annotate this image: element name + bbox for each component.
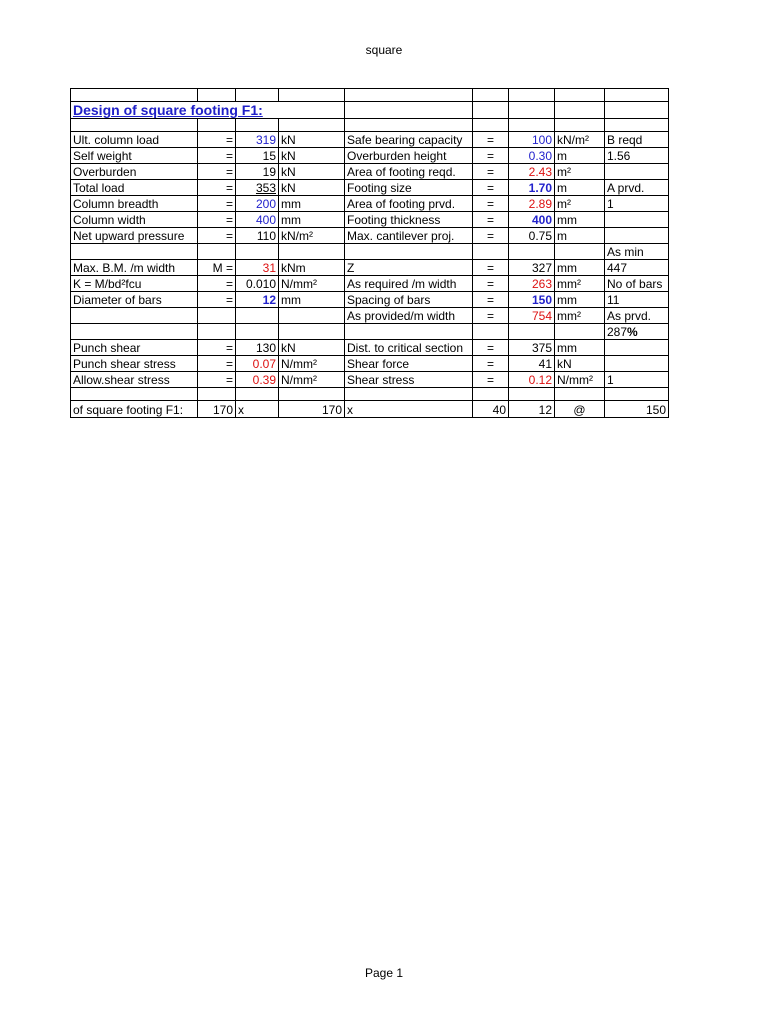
cell — [236, 388, 279, 401]
unit: mm — [279, 292, 345, 308]
cell — [345, 119, 473, 132]
blank-row — [71, 89, 669, 102]
summary-bar-dia: 12 — [509, 401, 555, 418]
row-label: Area of footing prvd. — [345, 196, 473, 212]
cell — [473, 89, 509, 102]
note-cell: B reqd — [605, 132, 669, 148]
unit: mm² — [555, 276, 605, 292]
table-row — [71, 292, 669, 308]
table-row — [71, 228, 669, 244]
equals-sign: = — [473, 180, 509, 196]
note-cell: As prvd. — [605, 308, 669, 324]
row-label: Ult. column load — [71, 132, 198, 148]
equals-sign: = — [198, 228, 236, 244]
row-label: Column width — [71, 212, 198, 228]
cell — [509, 89, 555, 102]
cell — [345, 244, 473, 260]
computed-value: 110 — [236, 228, 279, 244]
cell — [198, 324, 236, 340]
row-label: Net upward pressure — [71, 228, 198, 244]
equals-sign: = — [473, 148, 509, 164]
row-label: Max. cantilever proj. — [345, 228, 473, 244]
blank-row — [71, 388, 669, 401]
table-row — [71, 164, 669, 180]
cell — [198, 119, 236, 132]
unit: m — [555, 148, 605, 164]
equals-sign: = — [198, 356, 236, 372]
table-row — [71, 260, 669, 276]
unit: kN — [279, 132, 345, 148]
equals-sign: = — [473, 164, 509, 180]
cell — [555, 244, 605, 260]
unit: mm — [279, 212, 345, 228]
cell — [279, 244, 345, 260]
equals-sign: = — [473, 372, 509, 388]
cell — [555, 324, 605, 340]
summary-size-a: 170 — [198, 401, 236, 418]
input-value: 200 — [236, 196, 279, 212]
equals-sign: = — [473, 132, 509, 148]
sheet-name-header: square — [365, 43, 403, 57]
unit: m² — [555, 164, 605, 180]
cell — [345, 102, 473, 119]
unit: mm — [555, 260, 605, 276]
equals-sign: = — [198, 292, 236, 308]
unit: N/mm² — [279, 276, 345, 292]
equals-sign: M = — [198, 260, 236, 276]
note-cell: 1 — [605, 372, 669, 388]
row-label: Column breadth — [71, 196, 198, 212]
unit: kN/m² — [555, 132, 605, 148]
cell — [555, 89, 605, 102]
result-value: 754 — [509, 308, 555, 324]
table-row — [71, 276, 669, 292]
equals-sign: = — [473, 340, 509, 356]
equals-sign: = — [473, 228, 509, 244]
computed-value: 0.75 — [509, 228, 555, 244]
unit: kN — [279, 180, 345, 196]
cell — [236, 89, 279, 102]
note-cell: 1.56 — [605, 148, 669, 164]
row-label: As required /m width — [345, 276, 473, 292]
equals-sign: = — [198, 196, 236, 212]
row-label: Shear stress — [345, 372, 473, 388]
equals-sign: = — [473, 292, 509, 308]
cell — [509, 119, 555, 132]
note-cell: A prvd. — [605, 180, 669, 196]
computed-value: 375 — [509, 340, 555, 356]
cell — [279, 388, 345, 401]
equals-sign: = — [473, 356, 509, 372]
summary-row — [71, 401, 669, 418]
input-value: 400 — [236, 212, 279, 228]
equals-sign: = — [473, 260, 509, 276]
cell — [236, 119, 279, 132]
table-row — [71, 132, 669, 148]
cell — [236, 324, 279, 340]
row-label: Footing thickness — [345, 212, 473, 228]
result-value: 31 — [236, 260, 279, 276]
equals-sign: = — [198, 180, 236, 196]
summary-thickness: 40 — [473, 401, 509, 418]
percent-provided: 287% — [605, 324, 669, 340]
table-row — [71, 340, 669, 356]
row-label: Overburden height — [345, 148, 473, 164]
unit: kNm — [279, 260, 345, 276]
row-label: Self weight — [71, 148, 198, 164]
row-label: Dist. to critical section — [345, 340, 473, 356]
cell — [279, 119, 345, 132]
unit: mm — [555, 292, 605, 308]
cell — [555, 102, 605, 119]
cell — [198, 244, 236, 260]
equals-sign: = — [198, 212, 236, 228]
computed-value: 130 — [236, 340, 279, 356]
cell — [71, 119, 198, 132]
cell — [473, 244, 509, 260]
page-number-footer: Page 1 — [364, 966, 404, 980]
result-value: 2.43 — [509, 164, 555, 180]
table-row — [71, 244, 669, 260]
row-label: Max. B.M. /m width — [71, 260, 198, 276]
cell — [473, 102, 509, 119]
table-row — [71, 372, 669, 388]
cell — [605, 102, 669, 119]
title-row — [71, 102, 669, 119]
cell — [71, 89, 198, 102]
cell — [279, 324, 345, 340]
cell — [509, 102, 555, 119]
summary-times-2: x — [345, 401, 473, 418]
cell — [279, 89, 345, 102]
equals-sign: = — [473, 308, 509, 324]
unit: N/mm² — [555, 372, 605, 388]
table-row — [71, 356, 669, 372]
table-row — [71, 308, 669, 324]
equals-sign: = — [198, 276, 236, 292]
row-label: Punch shear — [71, 340, 198, 356]
row-label: Total load — [71, 180, 198, 196]
equals-sign: = — [473, 212, 509, 228]
unit: mm — [555, 212, 605, 228]
cell — [236, 308, 279, 324]
cell — [236, 244, 279, 260]
table-row — [71, 324, 669, 340]
unit: kN/m² — [279, 228, 345, 244]
note-cell — [605, 228, 669, 244]
cell — [198, 89, 236, 102]
equals-sign: = — [473, 276, 509, 292]
cell — [605, 119, 669, 132]
equals-sign: = — [198, 372, 236, 388]
row-label: Spacing of bars — [345, 292, 473, 308]
cell — [279, 308, 345, 324]
table-row — [71, 148, 669, 164]
unit: kN — [279, 340, 345, 356]
equals-sign: = — [473, 196, 509, 212]
input-value: 12 — [236, 292, 279, 308]
unit: kN — [279, 148, 345, 164]
row-label: Shear force — [345, 356, 473, 372]
result-value: 0.07 — [236, 356, 279, 372]
input-value: 150 — [509, 292, 555, 308]
note-cell — [605, 340, 669, 356]
computed-value: 0.010 — [236, 276, 279, 292]
cell — [605, 388, 669, 401]
equals-sign: = — [198, 132, 236, 148]
unit: N/mm² — [279, 372, 345, 388]
cell — [555, 119, 605, 132]
cell — [345, 89, 473, 102]
row-label: Punch shear stress — [71, 356, 198, 372]
result-value: 0.12 — [509, 372, 555, 388]
note-cell — [605, 356, 669, 372]
row-label: Diameter of bars — [71, 292, 198, 308]
input-value: 319 — [236, 132, 279, 148]
note-cell: 447 — [605, 260, 669, 276]
computed-value: 19 — [236, 164, 279, 180]
cell — [71, 308, 198, 324]
cell — [509, 388, 555, 401]
summary-spacing: 150 — [605, 401, 669, 418]
note-cell — [605, 212, 669, 228]
summary-label: of square footing F1: — [71, 401, 198, 418]
unit: m² — [555, 196, 605, 212]
unit: mm² — [555, 308, 605, 324]
equals-sign: = — [198, 164, 236, 180]
summary-times-1: x — [236, 401, 279, 418]
unit: kN — [555, 356, 605, 372]
unit: mm — [279, 196, 345, 212]
cell — [509, 324, 555, 340]
row-label: Footing size — [345, 180, 473, 196]
cell — [345, 388, 473, 401]
equals-sign: = — [198, 340, 236, 356]
note-cell — [605, 164, 669, 180]
cell — [473, 324, 509, 340]
cell — [605, 89, 669, 102]
input-value: 100 — [509, 132, 555, 148]
page-title: Design of square footing F1: — [71, 102, 345, 119]
cell — [555, 388, 605, 401]
row-label: Z — [345, 260, 473, 276]
footing-design-sheet — [70, 88, 669, 418]
result-value: 263 — [509, 276, 555, 292]
input-value: 1.70 — [509, 180, 555, 196]
result-value: 2.89 — [509, 196, 555, 212]
cell — [473, 119, 509, 132]
note-cell: 1 — [605, 196, 669, 212]
unit: m — [555, 180, 605, 196]
cell — [198, 388, 236, 401]
cell — [71, 324, 198, 340]
cell — [71, 388, 198, 401]
table-row — [71, 180, 669, 196]
computed-value: 353 — [236, 180, 279, 196]
row-label: Overburden — [71, 164, 198, 180]
unit: kN — [279, 164, 345, 180]
equals-sign: = — [198, 148, 236, 164]
row-label: Safe bearing capacity — [345, 132, 473, 148]
cell — [345, 324, 473, 340]
input-value: 0.30 — [509, 148, 555, 164]
computed-value: 327 — [509, 260, 555, 276]
unit: N/mm² — [279, 356, 345, 372]
row-label: As provided/m width — [345, 308, 473, 324]
input-value: 400 — [509, 212, 555, 228]
unit: m — [555, 228, 605, 244]
as-min-label: As min — [605, 244, 669, 260]
summary-size-b: 170 — [279, 401, 345, 418]
summary-at-sign: @ — [555, 401, 605, 418]
table-row — [71, 212, 669, 228]
note-cell: 11 — [605, 292, 669, 308]
note-cell: No of bars — [605, 276, 669, 292]
row-label: Allow.shear stress — [71, 372, 198, 388]
unit: mm — [555, 340, 605, 356]
result-value: 0.39 — [236, 372, 279, 388]
row-label: Area of footing reqd. — [345, 164, 473, 180]
cell — [198, 308, 236, 324]
row-label: K = M/bd²fcu — [71, 276, 198, 292]
blank-row — [71, 119, 669, 132]
computed-value: 41 — [509, 356, 555, 372]
cell — [71, 244, 198, 260]
cell — [509, 244, 555, 260]
table-row — [71, 196, 669, 212]
computed-value: 15 — [236, 148, 279, 164]
cell — [473, 388, 509, 401]
